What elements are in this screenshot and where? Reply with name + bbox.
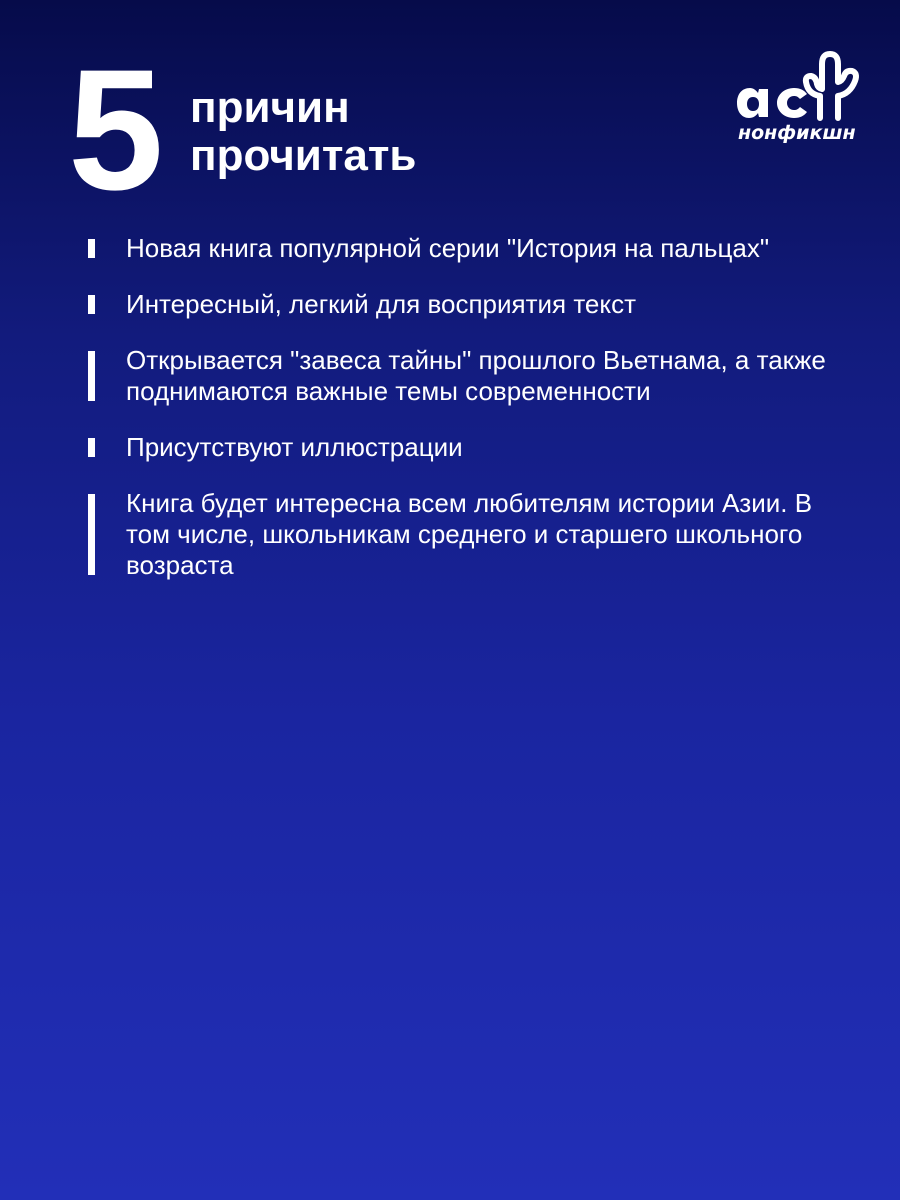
page-title xyxy=(190,84,416,180)
title-line-2: прочитать xyxy=(190,131,417,180)
logo-subtitle: нонфикшн xyxy=(738,122,856,144)
reason-text: Присутствуют иллюстрации xyxy=(126,432,463,462)
list-item xyxy=(88,345,848,407)
reason-text: Книга будет интересна всем любителям истории Азии. В том числе, школьникам среднего и старшего школьного возраста xyxy=(126,488,813,580)
page-header xyxy=(68,34,508,226)
reason-text: Интересный, легкий для восприятия текст xyxy=(126,289,636,319)
publisher-logo xyxy=(736,36,866,156)
bullet-bar xyxy=(88,295,95,314)
reasons-list xyxy=(88,233,848,606)
bullet-bar xyxy=(88,351,95,401)
list-item xyxy=(88,432,848,463)
reason-text: Открывается "завеса тайны" прошлого Вьетнама, а также поднимаются важные темы современности xyxy=(126,345,826,406)
bullet-bar xyxy=(88,239,95,258)
list-item xyxy=(88,233,848,264)
reason-text: Новая книга популярной серии "История на пальцах" xyxy=(126,233,770,263)
list-item xyxy=(88,289,848,320)
reason-count: 5 xyxy=(68,34,160,226)
list-item xyxy=(88,488,848,581)
bullet-bar xyxy=(88,494,95,575)
bullet-bar xyxy=(88,438,95,457)
title-line-1: причин xyxy=(190,83,350,132)
